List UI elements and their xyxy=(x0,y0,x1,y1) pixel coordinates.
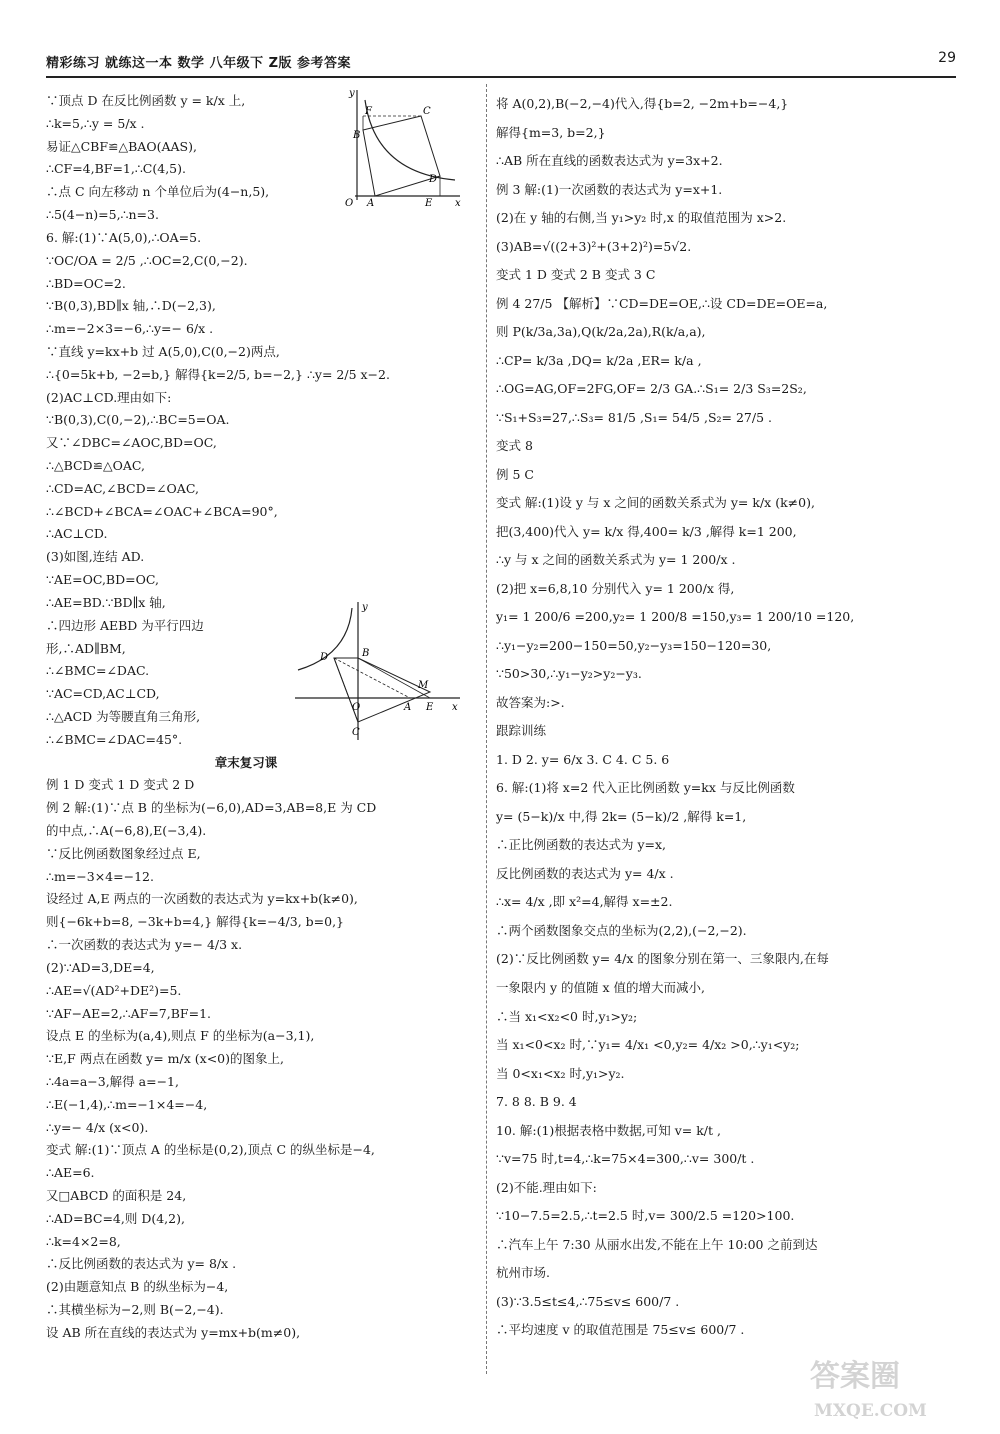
label-y: y xyxy=(349,88,355,99)
text-line: ∴k=4×2=8, xyxy=(46,1233,121,1249)
text-line: ∵顶点 D 在反比例函数 y = k/x 上, xyxy=(46,93,246,108)
page-number: 29 xyxy=(938,50,956,66)
text-line: ∴x= 4/x ,即 x²=4,解得 x=±2. xyxy=(496,894,673,910)
text-line: 当 x₁<0<x₂ 时,∵y₁= 4/x₁ <0,y₂= 4/x₂ >0,∴y₁<y₂; xyxy=(496,1037,800,1053)
text-line: y= (5−k)/x 中,得 2k= (5−k)/2 ,解得 k=1, xyxy=(496,808,747,824)
label-C: C xyxy=(423,106,431,117)
header-title: 精彩练习 就练这一本 数学 八年级下 Z版 参考答案 xyxy=(46,56,352,71)
text-line: 则 P(k/3a,3a),Q(k/2a,2a),R(k/a,a), xyxy=(496,324,706,340)
text-line: 例 1 D 变式 1 D 变式 2 D xyxy=(46,777,195,793)
label-O: O xyxy=(345,198,354,208)
right-column xyxy=(496,90,956,1345)
figure-graph-1 xyxy=(335,88,465,208)
text-line: 又∵∠DBC=∠AOC,BD=OC, xyxy=(46,435,217,451)
label-B: B xyxy=(353,130,361,141)
text-line: 变式 解:(1)设 y 与 x 之间的函数关系式为 y= k/x (k≠0), xyxy=(496,495,815,511)
text-line: 形,∴AD∥BM, xyxy=(46,640,126,656)
label-E: E xyxy=(425,198,433,208)
text-line: ∵直线 y=kx+b 过 A(5,0),C(0,−2)两点, xyxy=(46,343,280,359)
text-line: 跟踪训练 xyxy=(496,723,547,739)
text-line: 将 A(0,2),B(−2,−4)代入,得{b=2, −2m+b=−4,} xyxy=(496,96,789,111)
text-line: 解得{m=3, b=2,} xyxy=(496,124,606,140)
watermark-logo xyxy=(800,1346,960,1426)
text-line: ∴CD=AC,∠BCD=∠OAC, xyxy=(46,480,199,496)
text-line: (2)∵反比例函数 y= 4/x 的图象分别在第一、三象限内,在每 xyxy=(496,951,829,967)
text-line: ∴∠BMC=∠DAC=45°. xyxy=(46,731,183,747)
text-line: 反比例函数的表达式为 y= 4/x . xyxy=(496,865,674,881)
text-line: ∴m=−2×3=−6,∴y=− 6/x . xyxy=(46,321,214,337)
label-O: O xyxy=(352,702,361,713)
text-line: y₁= 1 200/6 =200,y₂= 1 200/8 =150,y₃= 1 200/10 =120, xyxy=(496,609,855,625)
text-line: ∴反比例函数的表达式为 y= 8/x . xyxy=(46,1256,237,1272)
text-line: 例 5 C xyxy=(496,466,534,482)
text-line: ∴AE=√(AD²+DE²)=5. xyxy=(46,982,182,998)
label-F: F xyxy=(365,106,372,117)
text-line: ∴CF=4,BF=1,∴C(4,5). xyxy=(46,161,186,177)
segment-be xyxy=(358,658,430,698)
label-M: M xyxy=(418,680,429,691)
text-line: ∴四边形 AEBD 为平行四边 xyxy=(46,617,204,633)
text-line: ∴汽车上午 7:30 从丽水出发,不能在上午 10:00 之前到达 xyxy=(496,1236,818,1252)
text-line: 又□ABCD 的面积是 24, xyxy=(46,1188,187,1203)
text-line: ∴CP= k/3a ,DQ= k/2a ,ER= k/a , xyxy=(496,352,702,368)
watermark-line1: 答案圈 xyxy=(810,1359,900,1394)
text-line: ∴k=5,∴y = 5/x . xyxy=(46,115,145,131)
text-line: 设经过 A,E 两点的一次函数的表达式为 y=kx+b(k≠0), xyxy=(46,891,358,907)
text-line: ∵v=75 时,t=4,∴k=75×4=300,∴v= 300/t . xyxy=(496,1151,755,1167)
text-line: ∴两个函数图象交点的坐标为(2,2),(−2,−2). xyxy=(496,922,747,938)
text-line: ∴{0=5k+b, −2=b,} 解得{k=2/5, b=−2,} ∴y= 2/5 x−2. xyxy=(46,366,390,382)
text-line: 章末复习课 xyxy=(214,754,278,770)
text-line: (2)在 y 轴的右侧,当 y₁>y₂ 时,x 的取值范围为 x>2. xyxy=(496,210,787,226)
text-line: ∵E,F 两点在函数 y= m/x (x<0)的图象上, xyxy=(46,1051,284,1067)
text-line: ∵B(0,3),BD∥x 轴,∴D(−2,3), xyxy=(46,298,216,314)
label-A: A xyxy=(404,702,412,713)
text-line: ∴AE=BD.∵BD∥x 轴, xyxy=(46,594,166,610)
text-line: ∴AB 所在直线的函数表达式为 y=3x+2. xyxy=(496,153,723,169)
text-line: (3)如图,连结 AD. xyxy=(46,549,145,565)
text-line: ∴一次函数的表达式为 y=− 4/3 x. xyxy=(46,937,243,953)
label-x: x xyxy=(455,198,461,208)
text-line: 10. 解:(1)根据表格中数据,可知 v= k/t , xyxy=(496,1122,721,1138)
text-line: ∴平均速度 v 的取值范围是 75≤v≤ 600/7 . xyxy=(496,1322,745,1338)
text-line: 的中点,∴A(−6,8),E(−3,4). xyxy=(46,823,207,838)
text-line: 易证△CBF≌△BAO(AAS), xyxy=(46,138,197,154)
text-line: 故答案为:>. xyxy=(496,694,565,710)
text-line: ∵AE=OC,BD=OC, xyxy=(46,572,159,588)
text-line: 变式 解:(1)∵顶点 A 的坐标是(0,2),顶点 C 的纵坐标是−4, xyxy=(46,1142,375,1158)
text-line: ∴OG=AG,OF=2FG,OF= 2/3 GA.∴S₁= 2/3 S₃=2S₂, xyxy=(496,381,807,397)
column-divider xyxy=(486,84,487,1374)
text-line: 设点 E 的坐标为(a,4),则点 F 的坐标为(a−3,1), xyxy=(46,1028,315,1044)
label-x: x xyxy=(452,702,458,713)
label-D: D xyxy=(320,652,329,663)
text-line: ∵10−7.5=2.5,∴t=2.5 时,v= 300/2.5 =120>100. xyxy=(496,1208,795,1224)
text-line: 把(3,400)代入 y= k/x 得,400= k/3 ,解得 k=1 200, xyxy=(496,523,797,539)
text-line: (2)把 x=6,8,10 分别代入 y= 1 200/x 得, xyxy=(496,580,735,596)
text-line: 变式 1 D 变式 2 B 变式 3 C xyxy=(496,267,656,283)
text-line: 6. 解:(1)将 x=2 代入正比例函数 y=kx 与反比例函数 xyxy=(496,780,795,796)
text-line: 7. 8 8. B 9. 4 xyxy=(496,1094,577,1110)
watermark-line2: MXQE.COM xyxy=(814,1401,927,1421)
label-C: C xyxy=(352,727,360,738)
text-line: (2)不能.理由如下: xyxy=(496,1179,597,1195)
text-line: ∴y=− 4/x (x<0). xyxy=(46,1119,149,1135)
text-line: ∴当 x₁<x₂<0 时,y₁>y₂; xyxy=(496,1008,638,1024)
text-line: ∴y 与 x 之间的函数关系式为 y= 1 200/x . xyxy=(496,552,736,568)
label-A: A xyxy=(367,198,375,208)
page-header xyxy=(46,52,956,78)
text-line: ∴△ACD 为等腰直角三角形, xyxy=(46,708,201,724)
text-line: 设 AB 所在直线的表达式为 y=mx+b(m≠0), xyxy=(46,1324,301,1340)
figure-graph-2 xyxy=(290,600,465,745)
text-line: 一象限内 y 的值随 x 值的增大而减小, xyxy=(496,979,705,995)
text-line: (2)∵AD=3,DE=4, xyxy=(46,959,155,975)
label-y: y xyxy=(362,602,368,613)
text-line: ∵B(0,3),C(0,−2),∴BC=5=OA. xyxy=(46,412,230,428)
text-line: ∴m=−3×4=−12. xyxy=(46,868,154,884)
text-line: ∴AC⊥CD. xyxy=(46,526,108,542)
text-line: ∴BD=OC=2. xyxy=(46,275,126,291)
label-D: D xyxy=(429,174,438,185)
text-line: ∵AC=CD,AC⊥CD, xyxy=(46,686,160,702)
text-line: 6. 解:(1)∵A(5,0),∴OA=5. xyxy=(46,229,202,245)
text-line: ∴4a=a−3,解得 a=−1, xyxy=(46,1073,179,1089)
label-B: B xyxy=(362,648,370,659)
text-line: 杭州市场. xyxy=(496,1265,550,1281)
text-line: ∴∠BCD+∠BCA=∠OAC+∠BCA=90°, xyxy=(46,503,278,519)
text-line: ∴其横坐标为−2,则 B(−2,−4). xyxy=(46,1302,224,1318)
text-line: (3)∵3.5≤t≤4,∴75≤v≤ 600/7 . xyxy=(496,1293,680,1309)
text-line: ∴y₁−y₂=200−150=50,y₂−y₃=150−120=30, xyxy=(496,637,772,653)
text-line: ∴5(4−n)=5,∴n=3. xyxy=(46,207,159,223)
text-line: ∴点 C 向左移动 n 个单位后为(4−n,5), xyxy=(46,184,270,200)
text-line: ∵S₁+S₃=27,∴S₃= 81/5 ,S₁= 54/5 ,S₂= 27/5 . xyxy=(496,409,772,425)
text-line: ∴∠BMC=∠DAC. xyxy=(46,663,150,679)
text-line: (2)由题意知点 B 的纵坐标为−4, xyxy=(46,1279,229,1295)
text-line: ∴AE=6. xyxy=(46,1165,95,1181)
text-line: ∴E(−1,4),∴m=−1×4=−4, xyxy=(46,1096,208,1112)
label-E: E xyxy=(426,702,434,713)
text-line: ∵OC/OA = 2/5 ,∴OC=2,C(0,−2). xyxy=(46,252,248,268)
text-line: ∴△BCD≌△OAC, xyxy=(46,458,146,473)
dashed-line-da xyxy=(334,658,410,698)
hyperbola-curve xyxy=(365,100,455,180)
text-line: 例 3 解:(1)一次函数的表达式为 y=x+1. xyxy=(496,181,723,197)
text-line: ∵反比例函数图象经过点 E, xyxy=(46,845,201,861)
text-line: 例 2 解:(1)∵点 B 的坐标为(−6,0),AD=3,AB=8,E 为 CD xyxy=(46,800,377,816)
text-line: 则{−6k+b=8, −3k+b=4,} 解得{k=−4/3, b=0,} xyxy=(46,914,344,930)
text-line: 变式 8 xyxy=(496,438,533,454)
text-line: 例 4 27/5 【解析】∵CD=DE=OE,∴设 CD=DE=OE=a, xyxy=(496,295,828,311)
text-line: ∴AD=BC=4,则 D(4,2), xyxy=(46,1210,185,1226)
text-line: ∵AF−AE=2,∴AF=7,BF=1. xyxy=(46,1005,211,1021)
text-line: 当 0<x₁<x₂ 时,y₁>y₂. xyxy=(496,1065,625,1081)
text-line: 1. D 2. y= 6/x 3. C 4. C 5. 6 xyxy=(496,751,670,767)
text-line: ∴正比例函数的表达式为 y=x, xyxy=(496,837,667,853)
text-line: (2)AC⊥CD.理由如下: xyxy=(46,389,172,405)
text-line: (3)AB=√((2+3)²+(3+2)²)=5√2. xyxy=(496,238,692,254)
text-line: ∵50>30,∴y₁−y₂>y₂−y₃. xyxy=(496,666,642,682)
header-rule xyxy=(46,76,956,78)
